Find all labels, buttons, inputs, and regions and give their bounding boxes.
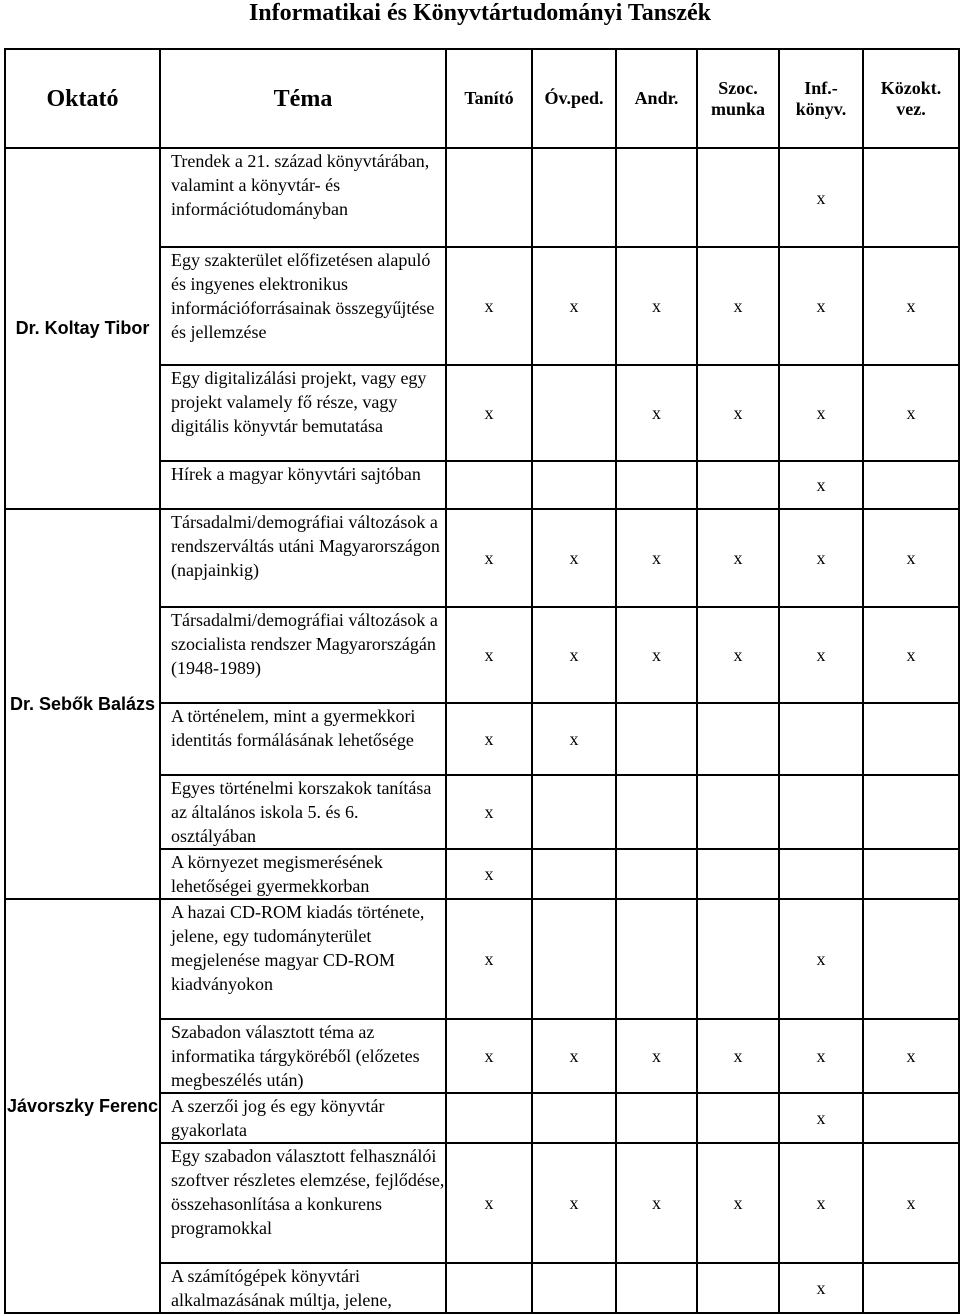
header-col-infkonyv: Inf.- könyv. xyxy=(779,49,863,148)
topic-cell: Egy digitalizálási projekt, vagy egy projekt valamely fő része, vagy digitális könyvtár bemutatása xyxy=(160,365,446,461)
header-topic: Téma xyxy=(160,49,446,148)
mark-cell-andr xyxy=(616,1093,697,1143)
mark-cell-szoc: x xyxy=(697,247,779,365)
mark-cell-andr xyxy=(616,461,697,509)
mark-cell-tanito: x xyxy=(446,607,532,703)
mark-cell-infkonyv: x xyxy=(779,1263,863,1313)
mark-cell-infkonyv: x xyxy=(779,365,863,461)
mark-cell-tanito: x xyxy=(446,899,532,1019)
mark-cell-ovped xyxy=(532,1263,616,1313)
mark-cell-tanito: x xyxy=(446,775,532,849)
mark-cell-andr xyxy=(616,703,697,775)
topic-cell: A szerzői jog és egy könyvtár gyakorlata xyxy=(160,1093,446,1143)
mark-cell-kozokt: x xyxy=(863,1019,959,1093)
header-row xyxy=(5,49,959,148)
mark-cell-infkonyv: x xyxy=(779,461,863,509)
table-row xyxy=(5,148,959,247)
topic-cell: Hírek a magyar könyvtári sajtóban xyxy=(160,461,446,509)
mark-cell-infkonyv xyxy=(779,849,863,899)
topic-cell: Társadalmi/demográfiai változások a szocialista rendszer Magyarországán (1948-1989) xyxy=(160,607,446,703)
mark-cell-andr xyxy=(616,899,697,1019)
mark-cell-tanito: x xyxy=(446,703,532,775)
topic-cell: A környezet megismerésének lehetőségei gyermekkorban xyxy=(160,849,446,899)
header-col-kozokt: Közokt. vez. xyxy=(863,49,959,148)
mark-cell-andr: x xyxy=(616,1019,697,1093)
mark-cell-szoc: x xyxy=(697,509,779,607)
mark-cell-andr: x xyxy=(616,1143,697,1263)
mark-cell-ovped xyxy=(532,1093,616,1143)
mark-cell-ovped xyxy=(532,849,616,899)
mark-cell-szoc xyxy=(697,703,779,775)
mark-cell-szoc xyxy=(697,1263,779,1313)
mark-cell-infkonyv: x xyxy=(779,509,863,607)
mark-cell-kozokt xyxy=(863,1093,959,1143)
table-body xyxy=(5,148,959,1313)
mark-cell-kozokt xyxy=(863,148,959,247)
mark-cell-infkonyv xyxy=(779,703,863,775)
mark-cell-ovped xyxy=(532,899,616,1019)
mark-cell-kozokt: x xyxy=(863,509,959,607)
mark-cell-kozokt: x xyxy=(863,607,959,703)
mark-cell-szoc xyxy=(697,775,779,849)
mark-cell-tanito: x xyxy=(446,849,532,899)
table-row xyxy=(5,899,959,1019)
mark-cell-kozokt xyxy=(863,461,959,509)
topics-table xyxy=(4,48,960,1314)
topic-cell: Egy szakterület előfizetésen alapuló és ingyenes elektronikus információforrásainak összegyűjtése és jellemzése xyxy=(160,247,446,365)
mark-cell-kozokt: x xyxy=(863,247,959,365)
mark-cell-ovped xyxy=(532,461,616,509)
mark-cell-ovped xyxy=(532,365,616,461)
mark-cell-andr: x xyxy=(616,247,697,365)
topic-cell: Szabadon választott téma az informatika tárgyköréből (előzetes megbeszélés után) xyxy=(160,1019,446,1093)
mark-cell-tanito: x xyxy=(446,1143,532,1263)
mark-cell-ovped: x xyxy=(532,607,616,703)
topic-cell: A hazai CD-ROM kiadás története, jelene, egy tudományterület megjelenése magyar CD-ROM kiadványokon xyxy=(160,899,446,1019)
mark-cell-kozokt xyxy=(863,775,959,849)
mark-cell-andr xyxy=(616,849,697,899)
mark-cell-andr xyxy=(616,775,697,849)
mark-cell-tanito xyxy=(446,148,532,247)
mark-cell-infkonyv: x xyxy=(779,1143,863,1263)
mark-cell-ovped: x xyxy=(532,1143,616,1263)
teacher-cell: Dr. Koltay Tibor xyxy=(5,148,160,509)
topic-cell: A számítógépek könyvtári alkalmazásának múltja, jelene, xyxy=(160,1263,446,1313)
mark-cell-tanito: x xyxy=(446,365,532,461)
mark-cell-ovped xyxy=(532,148,616,247)
teacher-cell: Jávorszky Ferenc xyxy=(5,899,160,1313)
topic-cell: Egyes történelmi korszakok tanítása az általános iskola 5. és 6. osztályában xyxy=(160,775,446,849)
mark-cell-andr xyxy=(616,1263,697,1313)
mark-cell-infkonyv: x xyxy=(779,1019,863,1093)
mark-cell-szoc xyxy=(697,849,779,899)
mark-cell-szoc xyxy=(697,1093,779,1143)
page-title: Informatikai és Könyvtártudományi Tanszék xyxy=(248,0,712,26)
header-col-ovped: Óv.ped. xyxy=(532,49,616,148)
mark-cell-infkonyv xyxy=(779,775,863,849)
mark-cell-andr: x xyxy=(616,607,697,703)
mark-cell-tanito xyxy=(446,1093,532,1143)
mark-cell-ovped: x xyxy=(532,509,616,607)
topic-cell: Egy szabadon választott felhasználói szoftver részletes elemzése, fejlődése, összehasonlítása a konkurens programokkal xyxy=(160,1143,446,1263)
mark-cell-tanito: x xyxy=(446,247,532,365)
mark-cell-infkonyv: x xyxy=(779,607,863,703)
mark-cell-tanito: x xyxy=(446,1019,532,1093)
mark-cell-tanito xyxy=(446,461,532,509)
mark-cell-szoc: x xyxy=(697,607,779,703)
mark-cell-kozokt xyxy=(863,849,959,899)
topic-cell: A történelem, mint a gyermekkori identitás formálásának lehetősége xyxy=(160,703,446,775)
topic-cell: Társadalmi/demográfiai változások a rendszerváltás utáni Magyarországon (napjainkig) xyxy=(160,509,446,607)
mark-cell-tanito xyxy=(446,1263,532,1313)
mark-cell-szoc xyxy=(697,461,779,509)
mark-cell-infkonyv: x xyxy=(779,247,863,365)
mark-cell-szoc xyxy=(697,899,779,1019)
header-col-andr: Andr. xyxy=(616,49,697,148)
mark-cell-infkonyv: x xyxy=(779,148,863,247)
mark-cell-szoc: x xyxy=(697,365,779,461)
mark-cell-kozokt: x xyxy=(863,1143,959,1263)
table-row xyxy=(5,509,959,607)
mark-cell-andr xyxy=(616,148,697,247)
mark-cell-szoc xyxy=(697,148,779,247)
mark-cell-infkonyv: x xyxy=(779,1093,863,1143)
mark-cell-szoc: x xyxy=(697,1143,779,1263)
header-col-tanito: Tanító xyxy=(446,49,532,148)
mark-cell-tanito: x xyxy=(446,509,532,607)
mark-cell-andr: x xyxy=(616,365,697,461)
teacher-cell: Dr. Sebők Balázs xyxy=(5,509,160,899)
topic-cell: Trendek a 21. század könyvtárában, valamint a könyvtár- és információtudományban xyxy=(160,148,446,247)
mark-cell-ovped: x xyxy=(532,703,616,775)
header-teacher: Oktató xyxy=(5,49,160,148)
mark-cell-ovped: x xyxy=(532,247,616,365)
mark-cell-kozokt xyxy=(863,899,959,1019)
mark-cell-ovped: x xyxy=(532,1019,616,1093)
mark-cell-infkonyv: x xyxy=(779,899,863,1019)
header-col-szoc: Szoc. munka xyxy=(697,49,779,148)
mark-cell-andr: x xyxy=(616,509,697,607)
mark-cell-kozokt: x xyxy=(863,365,959,461)
mark-cell-szoc: x xyxy=(697,1019,779,1093)
mark-cell-ovped xyxy=(532,775,616,849)
mark-cell-kozokt xyxy=(863,1263,959,1313)
mark-cell-kozokt xyxy=(863,703,959,775)
